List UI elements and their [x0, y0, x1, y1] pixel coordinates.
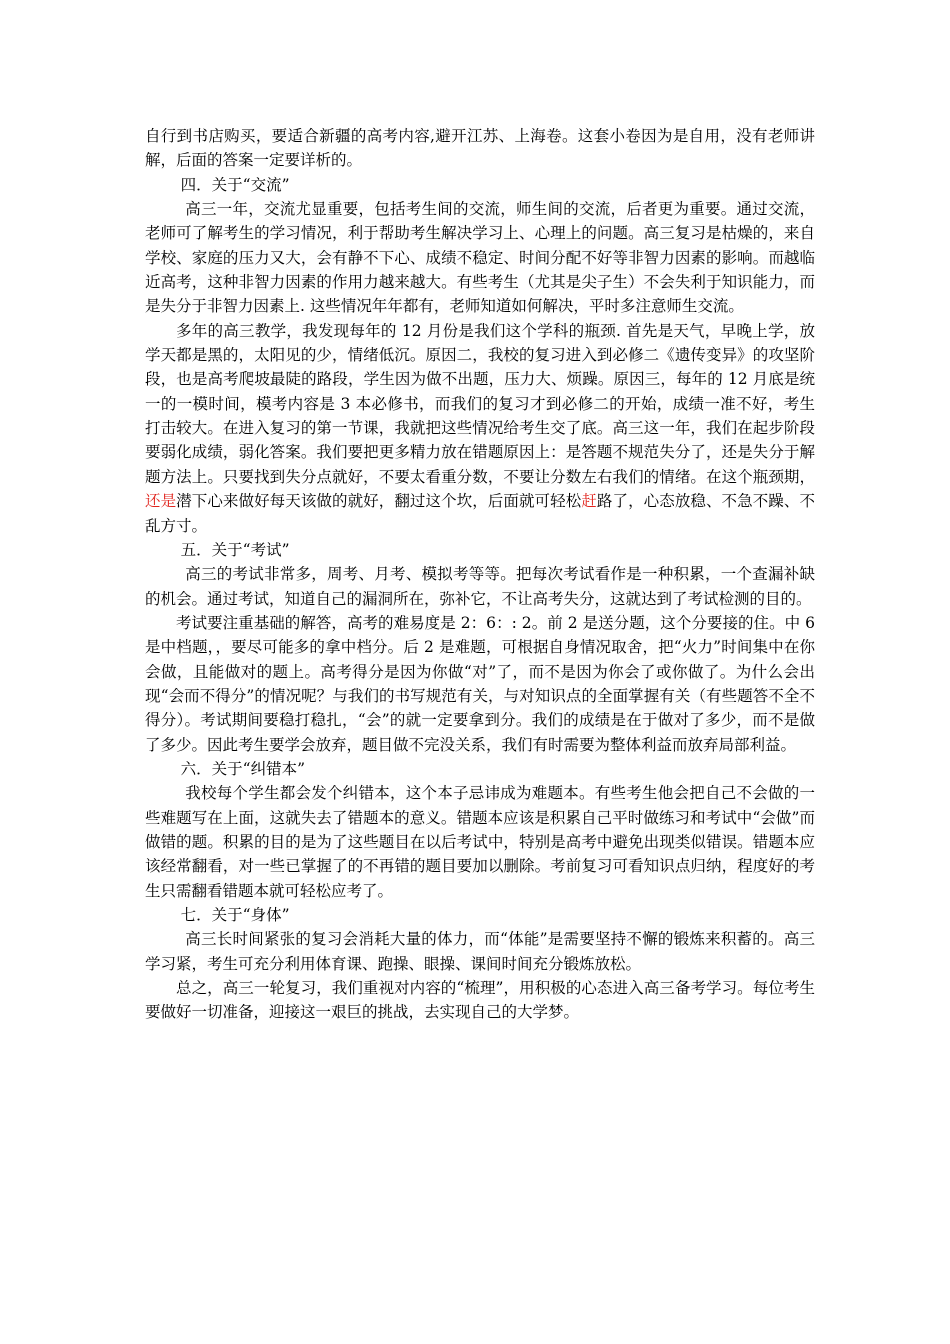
- document-body: [145, 124, 815, 1025]
- paragraph-bottleneck: [145, 319, 815, 538]
- paragraph-bottleneck-part1: 多年的高三教学，我发现每年的 12 月份是我们这个学科的瓶颈. 首先是天气，早晚上学，放学天都是黑的，太阳见的少，情绪低沉。原因二，我校的复习进入到必修二《遗传变异》的攻坚阶段，也是高考爬坡最陡的路段，学生因为做不出题，压力大、烦躁。原因三，每年的 12 月底是统一的一模时间，模考内容是 3 本必修书，而我们的复习才到必修二的开始，成绩一准不好，考生打击较大。在进入复习的第一节课，我就把这些情况给考生交了底。高三这一年，我们在起步阶段要弱化成绩，弱化答案。我们要把更多精力放在错题原因上：是答题不规范失分了，还是失分于解题方法上。只要找到失分点就好，不要太看重分数，不要让分数左右我们的情绪。在这个瓶颈期，: [145, 321, 815, 486]
- paragraph-error-notebook: 我校每个学生都会发个纠错本，这个本子忌讳成为难题本。有些考生他会把自己不会做的一些难题写在上面，这就失去了错题本的意义。错题本应该是积累自己平时做练习和考试中“会做”而做错的题。积累的目的是为了这些题目在以后考试中，特别是高考中避免出现类似错误。错题本应该经常翻看，对一些已掌握了的不再错的题目要加以删除。考前复习可看知识点归纳，程度好的考生只需翻看错题本就可轻松应考了。: [145, 784, 815, 900]
- section-heading-error-notebook: 六．关于“纠错本”: [180, 759, 305, 778]
- paragraph-exams-accumulation: 高三的考试非常多，周考、月考、模拟考等等。把每次考试看作是一种积累，一个查漏补缺的机会。通过考试，知道自己的漏洞所在，弥补它，不让高考失分，这就达到了考试检测的目的。: [145, 565, 815, 608]
- highlight-text-gan: 赶: [581, 492, 597, 511]
- paragraph-intro-continuation: 自行到书店购买，要适合新疆的高考内容,避开江苏、上海卷。这套小卷因为是自用，没有老师讲解，后面的答案一定要详析的。: [145, 127, 815, 170]
- section-heading-communication: 四．关于“交流”: [180, 175, 290, 194]
- paragraph-bottleneck-part3: 路了，心态放稳、不急不躁、不乱方寸。: [145, 492, 815, 535]
- paragraph-health: 高三长时间紧张的复习会消耗大量的体力，而“体能”是需要坚持不懈的锻炼来积蓄的。高三学习紧，考生可充分利用体育课、跑操、眼操、课间时间充分锻炼放松。: [145, 930, 815, 973]
- section-heading-exams: 五．关于“考试”: [180, 540, 290, 559]
- paragraph-exams-basics: 考试要注重基础的解答，高考的难易度是 2：6：: 2。前 2 是送分题，这个分要接的住。中 6 是中档题，，要尽可能多的拿中档分。后 2 是难题，可根据自身情况取舍，把“火力”时间集中在你会做，且能做对的题上。高考得分是因为你做“对”了，而不是因为你会了或你做了。为什么会出现“会而不得分”的情况呢？与我们的书写规范有关，与对知识点的全面掌握有关（有些题答不全不得分）。考试期间要稳打稳扎，“会”的就一定要拿到分。我们的成绩是在于做对了多少，而不是做了多少。因此考生要学会放弃，题目做不完没关系，我们有时需要为整体利益而放弃局部利益。: [145, 613, 815, 754]
- paragraph-communication: 高三一年，交流尤显重要，包括考生间的交流，师生间的交流，后者更为重要。通过交流，老师可了解考生的学习情况，利于帮助考生解决学习上、心理上的问题。高三复习是枯燥的，来自学校、家庭的压力又大，会有静不下心、成绩不稳定、时间分配不好等非智力因素的影响。而越临近高考，这种非智力因素的作用力越来越大。有些考生（尤其是尖子生）不会失利于知识能力，而是失分于非智力因素上. 这些情况年年都有，老师知道如何解决，平时多注意师生交流。: [145, 200, 815, 316]
- paragraph-bottleneck-part2: 潜下心来做好每天该做的就好，翻过这个坎，后面就可轻松: [176, 492, 582, 511]
- section-heading-health: 七．关于“身体”: [180, 906, 290, 924]
- highlight-text-haishi: 还是: [145, 492, 177, 511]
- paragraph-conclusion: 总之，高三一轮复习，我们重视对内容的“梳理”，用积极的心态进入高三备考学习。每位考生要做好一切准备，迎接这一艰巨的挑战，去实现自己的大学梦。: [145, 979, 815, 1022]
